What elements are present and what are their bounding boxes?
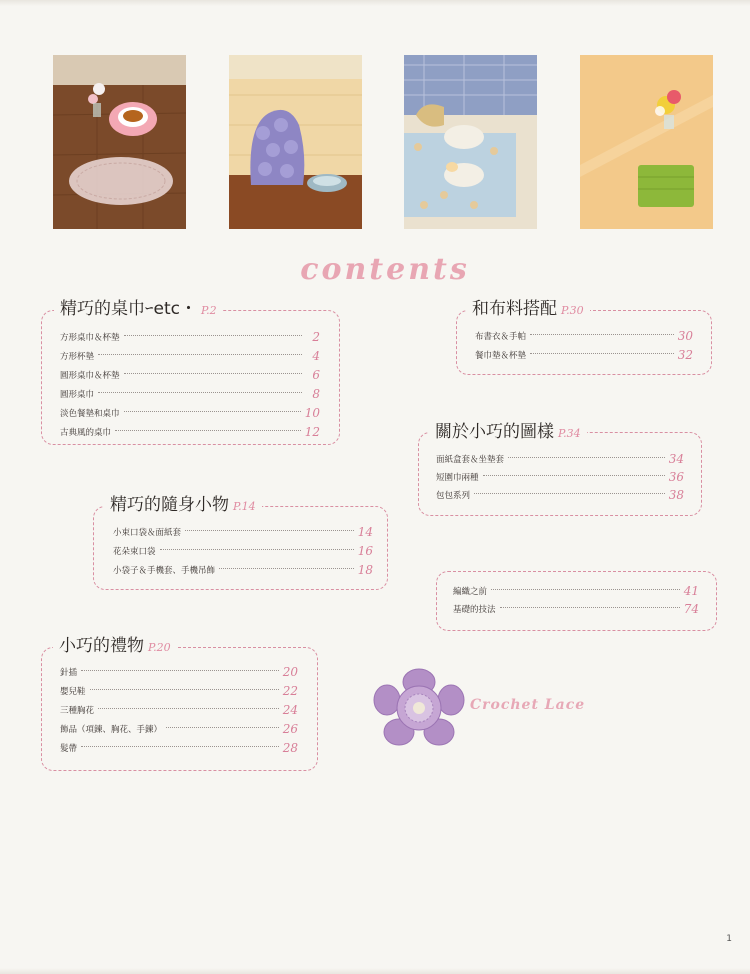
toc-entry-page: 20 (282, 665, 298, 679)
section-title-patterns (429, 422, 587, 444)
toc-entry[interactable] (453, 602, 699, 616)
leader-dots (90, 689, 279, 690)
leader-dots (81, 746, 279, 747)
toc-entry[interactable] (60, 425, 320, 439)
page-top-edge (0, 0, 750, 6)
toc-entry[interactable] (60, 387, 320, 401)
leader-dots (124, 373, 302, 374)
leader-dots (508, 457, 665, 458)
section-page: P.30 (561, 304, 584, 317)
leader-dots (81, 670, 279, 671)
toc-entry-label: 三種胸花 (60, 706, 95, 716)
leader-dots (98, 392, 302, 393)
toc-entry[interactable] (113, 563, 373, 577)
toc-entry-label: 小束口袋＆面紙套 (113, 528, 182, 538)
toc-entry-page: 28 (282, 741, 298, 755)
crochet-lace-label: Crochet Lace (470, 697, 586, 713)
toc-entry[interactable] (453, 584, 699, 598)
contents-title: contents (300, 252, 470, 287)
toc-entry-page: 38 (668, 488, 684, 502)
toc-entry-label: 嬰兒鞋 (60, 687, 86, 697)
section-page: P.14 (233, 500, 256, 513)
toc-entry[interactable] (475, 348, 693, 362)
toc-entry[interactable] (60, 722, 298, 736)
toc-entry-page: 16 (357, 544, 373, 558)
section-title-text: 關於小巧的圖樣 (435, 422, 554, 442)
toc-entry-page: 24 (282, 703, 298, 717)
toc-entry-page: 8 (312, 387, 320, 401)
toc-entry[interactable] (60, 741, 298, 755)
section-title-text: 小巧的禮物 (59, 636, 144, 656)
toc-entry-label: 淡色餐墊和桌巾 (60, 409, 120, 419)
page-number: 1 (726, 934, 732, 944)
toc-entry[interactable] (436, 470, 684, 484)
toc-entry[interactable] (60, 684, 298, 698)
leader-dots (98, 708, 279, 709)
toc-entry[interactable] (113, 525, 373, 539)
leader-dots (219, 568, 354, 569)
section-page: P.34 (558, 427, 581, 440)
section-title-table-cloths (54, 299, 223, 321)
toc-entry-page: 4 (312, 349, 320, 363)
toc-entry[interactable] (436, 452, 684, 466)
table-doily-photo-icon (53, 55, 186, 229)
toc-entry-page: 41 (683, 584, 699, 598)
toc-entry-page: 14 (357, 525, 373, 539)
toc-entry-page: 26 (282, 722, 298, 736)
toc-entry[interactable] (60, 406, 320, 420)
baby-shoes-photo-icon (404, 55, 537, 229)
leader-dots (474, 493, 665, 494)
section-title-text: 精巧的桌巾ｰetc・ (60, 299, 197, 319)
leader-dots (115, 430, 301, 431)
leader-dots (124, 411, 301, 412)
leader-dots (98, 354, 302, 355)
toc-entry-label: 小袋子＆手機套、手機吊飾 (113, 566, 216, 576)
toc-entry-page: 32 (677, 348, 693, 362)
section-title-fabric (466, 299, 590, 321)
section-title-accessories (104, 495, 262, 517)
section-page: P.2 (200, 304, 217, 317)
leader-dots (483, 475, 665, 476)
green-pouch-photo-icon (580, 55, 713, 229)
toc-entry-label: 方形杯墊 (60, 352, 95, 362)
toc-entry-label: 方形桌巾＆杯墊 (60, 333, 120, 343)
leader-dots (124, 335, 302, 336)
toc-entry-label: 餐巾墊＆杯墊 (475, 351, 527, 361)
toc-entry-label: 花朵束口袋 (113, 547, 156, 557)
toc-entry-label: 圓形桌巾 (60, 390, 95, 400)
section-basics (436, 571, 717, 631)
toc-entry[interactable] (60, 349, 320, 363)
toc-entry[interactable] (475, 329, 693, 343)
toc-entry-page: 2 (312, 330, 320, 344)
section-title-gifts (53, 636, 177, 658)
toc-entry-page: 74 (683, 602, 699, 616)
leader-dots (166, 727, 279, 728)
toc-entry-label: 包包系列 (436, 491, 471, 501)
toc-entry-page: 6 (312, 368, 320, 382)
toc-entry-label: 基礎的技法 (453, 605, 496, 615)
toc-entry[interactable] (113, 544, 373, 558)
toc-entry-label: 髮帶 (60, 744, 78, 754)
toc-entry-page: 18 (357, 563, 373, 577)
crochet-flower-icon (373, 668, 465, 748)
section-title-text: 精巧的隨身小物 (110, 495, 229, 515)
toc-entry-page: 12 (304, 425, 320, 439)
section-title-text: 和布料搭配 (472, 299, 557, 319)
toc-entry-page: 22 (282, 684, 298, 698)
toc-entry-label: 針插 (60, 668, 78, 678)
toc-entry-page: 30 (677, 329, 693, 343)
toc-entry[interactable] (60, 665, 298, 679)
leader-dots (530, 334, 674, 335)
toc-entry-page: 10 (304, 406, 320, 420)
toc-entry[interactable] (60, 703, 298, 717)
toc-entry-label: 古典風的桌巾 (60, 428, 112, 438)
toc-entry[interactable] (436, 488, 684, 502)
toc-entry-label: 面紙盒套＆坐墊套 (436, 455, 505, 465)
toc-entry[interactable] (60, 330, 320, 344)
toc-entry-page: 36 (668, 470, 684, 484)
leader-dots (500, 607, 680, 608)
toc-entry[interactable] (60, 368, 320, 382)
purple-bag-photo-icon (229, 55, 362, 229)
toc-entry-label: 飾品（項鍊、胸花、手鍊） (60, 725, 163, 735)
toc-entry-label: 圓形桌巾＆杯墊 (60, 371, 120, 381)
toc-entry-label: 短圍巾兩種 (436, 473, 479, 483)
toc-entry-page: 34 (668, 452, 684, 466)
leader-dots (185, 530, 354, 531)
toc-entry-label: 編織之前 (453, 587, 488, 597)
section-page: P.20 (148, 641, 171, 654)
leader-dots (160, 549, 354, 550)
toc-entry-label: 布書衣＆手帕 (475, 332, 527, 342)
leader-dots (530, 353, 674, 354)
leader-dots (491, 589, 680, 590)
page-bottom-edge (0, 968, 750, 974)
